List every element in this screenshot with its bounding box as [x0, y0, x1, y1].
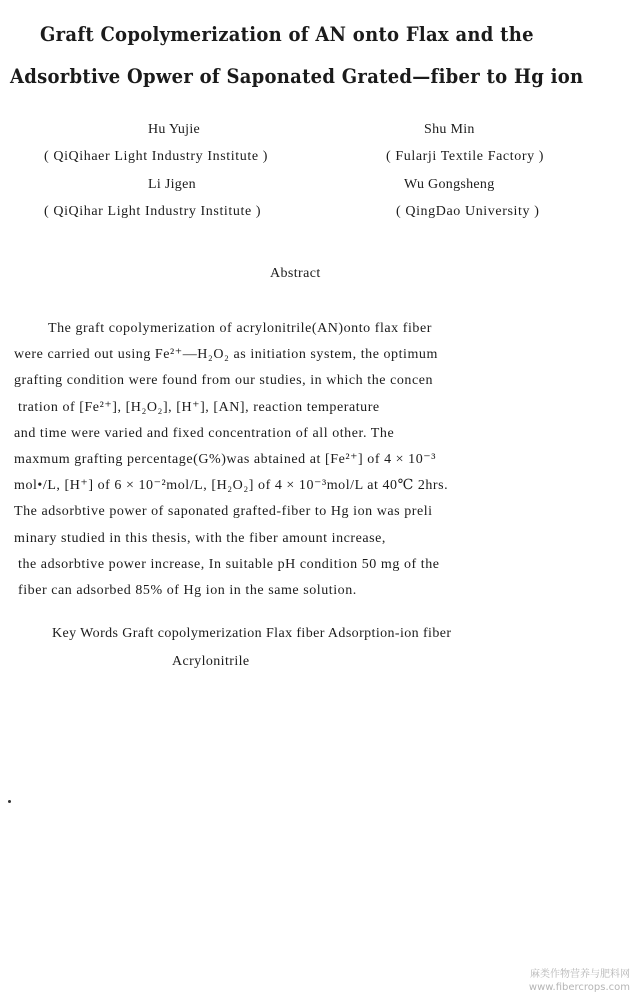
- watermark-chinese-text: 麻类作物营养与肥料网: [530, 969, 630, 980]
- abstract-line: and time were varied and fixed concentration of all other. The: [14, 425, 395, 441]
- author-name-shu-min: Shu Min: [424, 122, 475, 137]
- author-name-li-jigen: Li Jigen: [148, 177, 196, 192]
- scan-speck: [8, 800, 11, 803]
- abstract-line: maxmum grafting percentage(G%)was abtained at [Fe²⁺] of 4 × 10⁻³: [14, 452, 436, 468]
- abstract-line: mol•/L, [H⁺] of 6 × 10⁻²mol/L, [H₂O₂] of 4 × 10⁻³mol/L at 40℃ 2hrs.: [14, 478, 449, 494]
- author-affiliation-qiqihaer: ( QiQihaer Light Industry Institute ): [44, 149, 268, 164]
- author-name-hu-yujie: Hu Yujie: [148, 122, 201, 137]
- author-affiliation-qingdao: ( QingDao University ): [396, 204, 540, 219]
- abstract-line: were carried out using Fe²⁺—H₂O₂ as initiation system, the optimum: [14, 347, 438, 363]
- abstract-body: [14, 316, 640, 604]
- abstract-line: minary studied in this thesis, with the fiber amount increase,: [14, 530, 386, 546]
- paper-title-line-1: Graft Copolymerization of AN onto Flax and the: [40, 22, 534, 46]
- watermark-url-text: www.fibercrops.com: [528, 982, 630, 993]
- author-name-wu-gongsheng: Wu Gongsheng: [404, 177, 495, 192]
- abstract-line: The adsorbtive power of saponated grafted-fiber to Hg ion was preli: [14, 504, 433, 520]
- site-watermark: [529, 968, 630, 994]
- abstract-line: fiber can adsorbed 85% of Hg ion in the same solution.: [18, 583, 357, 599]
- paper-title-line-2: Adsorbtive Opwer of Saponated Grated—fiber to Hg ion: [10, 64, 584, 88]
- author-affiliation-fularji: ( Fularji Textile Factory ): [386, 149, 545, 164]
- keywords-line-1: Key Words Graft copolymerization Flax fiber Adsorption-ion fiber: [52, 626, 452, 641]
- keywords-line-2: Acrylonitrile: [172, 654, 250, 669]
- abstract-line: The graft copolymerization of acrylonitrile(AN)onto flax fiber: [48, 321, 432, 336]
- author-affiliation-qiqihar: ( QiQihar Light Industry Institute ): [44, 204, 262, 219]
- abstract-line: tration of [Fe²⁺], [H₂O₂], [H⁺], [AN], reaction temperature: [18, 399, 380, 415]
- abstract-line: grafting condition were found from our studies, in which the concen: [14, 373, 434, 389]
- abstract-heading: Abstract: [270, 266, 321, 281]
- abstract-line: the adsorbtive power increase, In suitable pH condition 50 mg of the: [18, 556, 440, 572]
